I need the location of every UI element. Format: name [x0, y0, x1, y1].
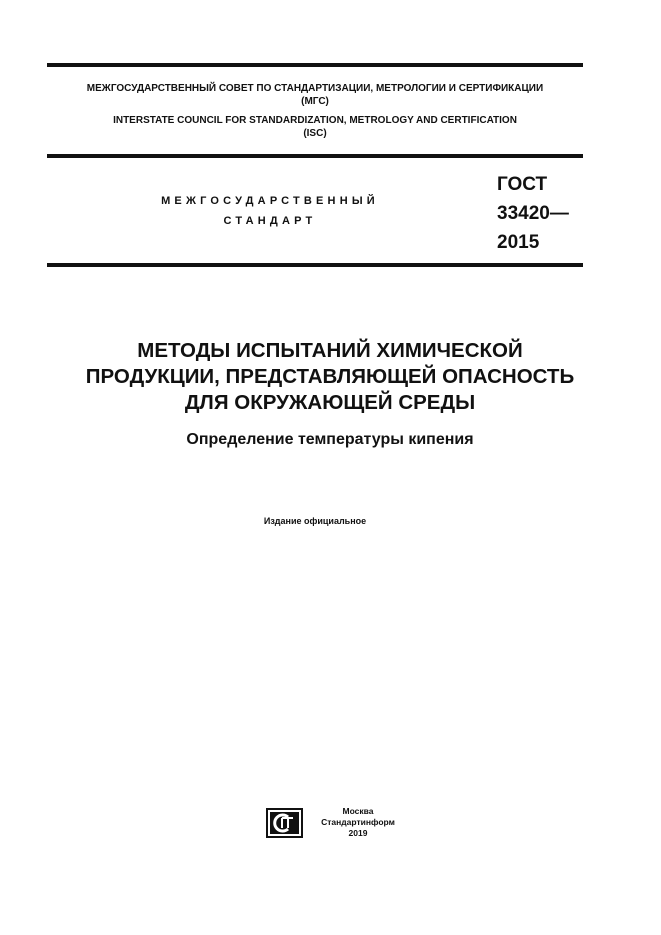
gost-prefix: ГОСТ	[497, 174, 548, 195]
document-subtitle: Определение температуры кипения	[186, 431, 474, 448]
council-name-ru: МЕЖГОСУДАРСТВЕННЫЙ СОВЕТ ПО СТАНДАРТИЗАЦИИ, МЕТРОЛОГИИ И СЕРТИФИКАЦИИ	[86, 83, 544, 94]
council-abbr-ru: (МГС)	[301, 96, 329, 107]
title-line-1: МЕТОДЫ ИСПЫТАНИЙ ХИМИЧЕСКОЙ	[137, 339, 523, 362]
council-header	[47, 82, 583, 140]
standard-kind-line2: СТАНДАРТ	[223, 215, 317, 227]
council-abbr-en: (ISC)	[303, 128, 327, 139]
standard-kind	[120, 191, 420, 231]
title-line-2: ПРОДУКЦИИ, ПРЕДСТАВЛЯЮЩЕЙ ОПАСНОСТЬ	[85, 365, 575, 388]
top-rule	[47, 63, 583, 67]
gost-designation	[497, 170, 569, 257]
standartinform-logo-icon	[266, 808, 303, 838]
gost-number: 33420—	[497, 203, 569, 224]
publisher-name: Стандартинформ	[321, 817, 395, 827]
gost-year: 2015	[497, 232, 540, 253]
document-title	[30, 338, 630, 416]
standard-kind-line1: МЕЖГОСУДАРСТВЕННЫЙ	[161, 195, 379, 207]
title-line-3: ДЛЯ ОКРУЖАЮЩЕЙ СРЕДЫ	[184, 391, 476, 414]
publisher-year: 2019	[348, 828, 368, 838]
header-bottom-rule	[47, 263, 583, 267]
publisher-block	[308, 806, 408, 839]
publisher-city: Москва	[342, 806, 374, 816]
council-rule	[47, 154, 583, 158]
edition-note: Издание официальное	[263, 516, 367, 526]
council-name-en: INTERSTATE COUNCIL FOR STANDARDIZATION, METROLOGY AND CERTIFICATION	[113, 115, 517, 126]
